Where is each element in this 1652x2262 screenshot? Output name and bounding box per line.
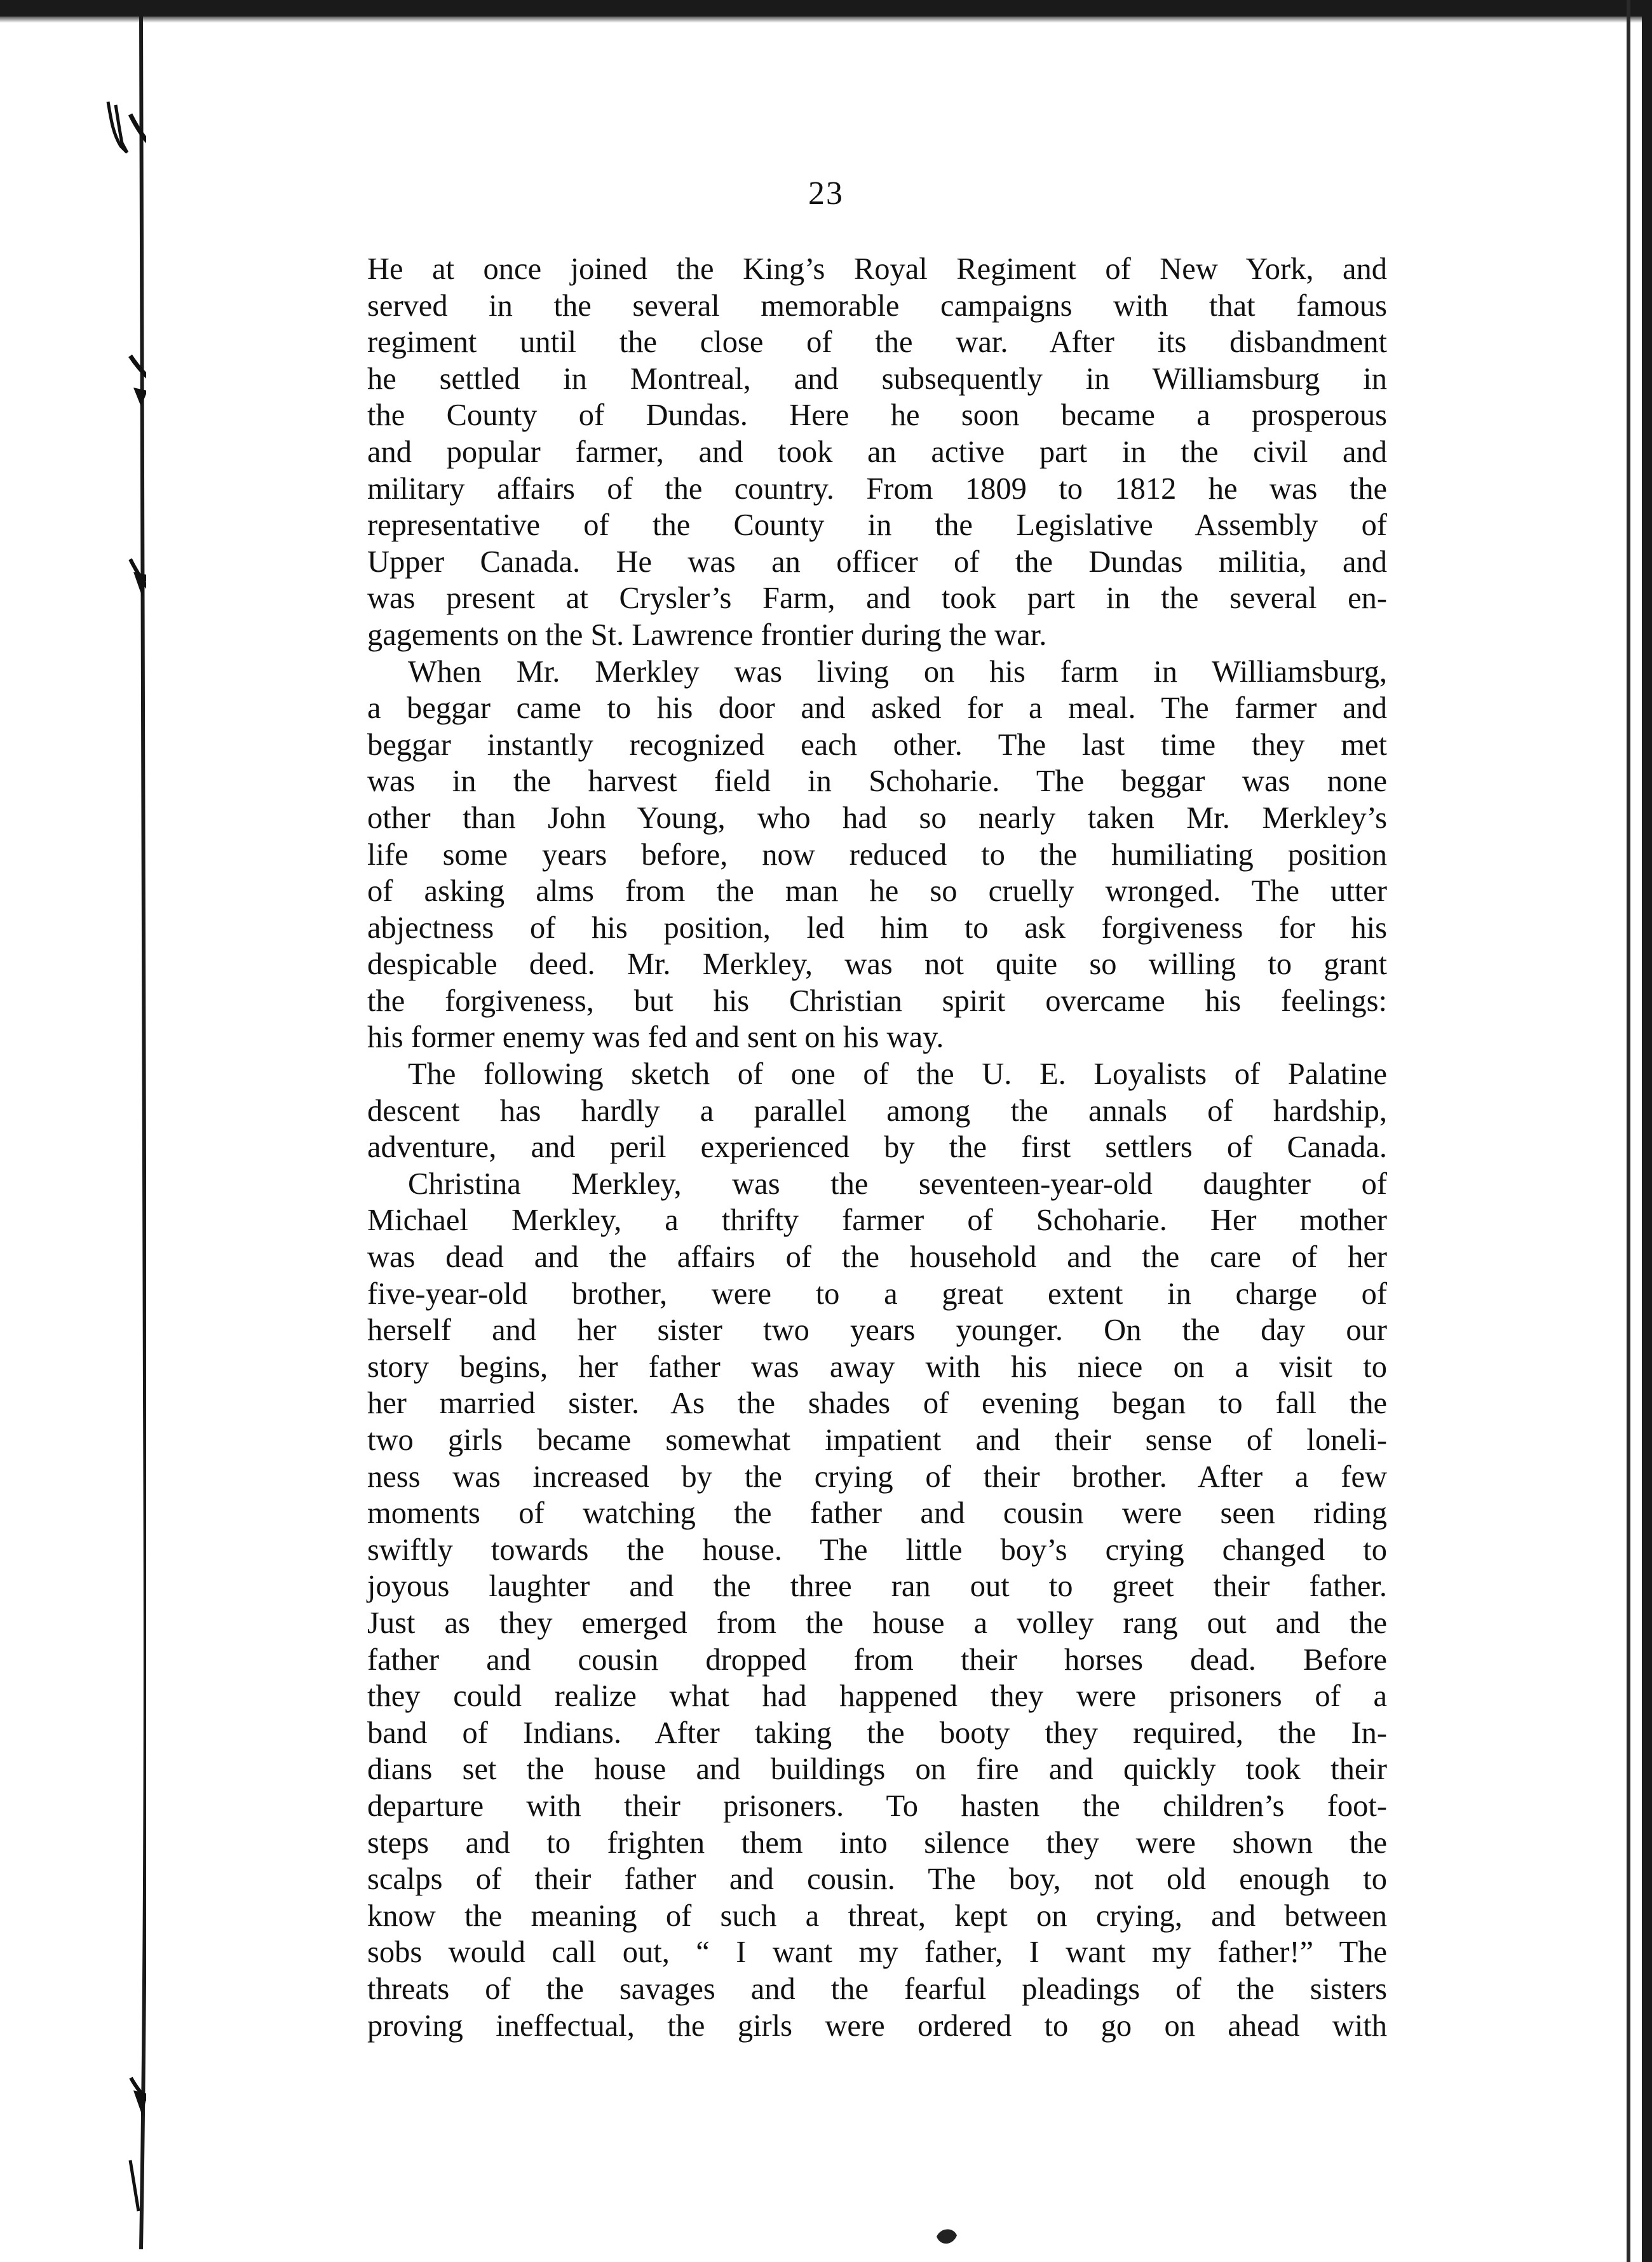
text-line: two girls became somewhat impatient and their sense of loneli- <box>367 1423 1387 1457</box>
text-line: departure with their prisoners. To hasten the children’s foot- <box>367 1789 1387 1823</box>
text-line: was in the harvest field in Schoharie. The beggar was none <box>367 764 1387 799</box>
text-line: five-year-old brother, were to a great extent in charge of <box>367 1277 1387 1311</box>
text-line: the forgiveness, but his Christian spirit overcame his feelings: <box>367 984 1387 1018</box>
text-line: father and cousin dropped from their horses dead. Before <box>367 1642 1387 1677</box>
text-line: and popular farmer, and took an active part in the civil and <box>367 435 1387 469</box>
text-line: He at once joined the King’s Royal Regiment of New York, and <box>367 252 1387 286</box>
text-line: a beggar came to his door and asked for a meal. The farmer and <box>367 691 1387 726</box>
text-line: beggar instantly recognized each other. The last time they met <box>367 728 1387 762</box>
scan-right-margin-line <box>1627 0 1630 2262</box>
text-line: they could realize what had happened they were prisoners of a <box>367 1679 1387 1714</box>
text-line: was dead and the affairs of the household and the care of her <box>367 1240 1387 1275</box>
text-line: ness was increased by the crying of their brother. After a few <box>367 1459 1387 1494</box>
text-line: life some years before, now reduced to the humiliating position <box>367 837 1387 872</box>
text-line: proving ineffectual, the girls were ordered to go on ahead with <box>367 2008 1387 2043</box>
text-line: joyous laughter and the three ran out to greet their father. <box>367 1569 1387 1604</box>
scan-right-edge <box>1642 0 1652 2262</box>
text-line: of asking alms from the man he so cruelly wronged. The utter <box>367 874 1387 909</box>
text-line: her married sister. As the shades of evening began to fall the <box>367 1386 1387 1421</box>
bottom-scan-blot-icon <box>934 2224 959 2249</box>
text-line: despicable deed. Mr. Merkley, was not quite so willing to grant <box>367 947 1387 982</box>
text-line: The following sketch of one of the U. E. Loyalists of Palatine <box>408 1057 1387 1092</box>
text-line: his former enemy was fed and sent on his way. <box>367 1020 944 1055</box>
text-line: gagements on the St. Lawrence frontier during the war. <box>367 618 1047 652</box>
text-line: was present at Crysler’s Farm, and took part in the several en- <box>367 581 1387 616</box>
text-line: dians set the house and buildings on fire and quickly took their <box>367 1752 1387 1787</box>
text-line: When Mr. Merkley was living on his farm in Williamsburg, <box>408 654 1387 689</box>
text-line: band of Indians. After taking the booty they required, the In- <box>367 1716 1387 1750</box>
text-line: sobs would call out, “ I want my father, I want my father!” The <box>367 1935 1387 1970</box>
text-line: moments of watching the father and cousin were seen riding <box>367 1496 1387 1531</box>
scan-top-edge <box>0 0 1652 17</box>
text-line: the County of Dundas. Here he soon became a prosperous <box>367 398 1387 433</box>
binding-thread-margin <box>0 0 146 2262</box>
text-line: scalps of their father and cousin. The boy, not old enough to <box>367 1862 1387 1897</box>
text-line: know the meaning of such a threat, kept on crying, and between <box>367 1899 1387 1933</box>
binding-thread-icon <box>0 0 146 2262</box>
text-line: other than John Young, who had so nearly taken Mr. Merkley’s <box>367 801 1387 835</box>
text-line: regiment until the close of the war. After its disbandment <box>367 325 1387 360</box>
text-line: military affairs of the country. From 1809 to 1812 he was the <box>367 471 1387 506</box>
text-line: herself and her sister two years younger. On the day our <box>367 1313 1387 1348</box>
scan-top-shadow <box>0 17 1652 23</box>
text-line: descent has hardly a parallel among the annals of hardship, <box>367 1094 1387 1128</box>
text-line: Upper Canada. He was an officer of the Dundas militia, and <box>367 545 1387 579</box>
text-line: Christina Merkley, was the seventeen-year-old daughter of <box>408 1167 1387 1201</box>
text-line: abjectness of his position, led him to ask forgiveness for his <box>367 911 1387 945</box>
text-line: steps and to frighten them into silence they were shown the <box>367 1825 1387 1860</box>
text-line: adventure, and peril experienced by the first settlers of Canada. <box>367 1130 1387 1165</box>
page-number: 23 <box>808 175 844 212</box>
text-line: story begins, her father was away with his niece on a visit to <box>367 1350 1387 1384</box>
text-line: Just as they emerged from the house a volley rang out and the <box>367 1606 1387 1640</box>
text-line: representative of the County in the Legislative Assembly of <box>367 508 1387 543</box>
text-line: he settled in Montreal, and subsequently in Williamsburg in <box>367 362 1387 396</box>
body-text <box>367 251 1387 2044</box>
text-line: swiftly towards the house. The little boy’s crying changed to <box>367 1533 1387 1567</box>
text-line: served in the several memorable campaigns with that famous <box>367 288 1387 323</box>
text-line: Michael Merkley, a thrifty farmer of Schoharie. Her mother <box>367 1203 1387 1238</box>
text-line: threats of the savages and the fearful pleadings of the sisters <box>367 1972 1387 2006</box>
